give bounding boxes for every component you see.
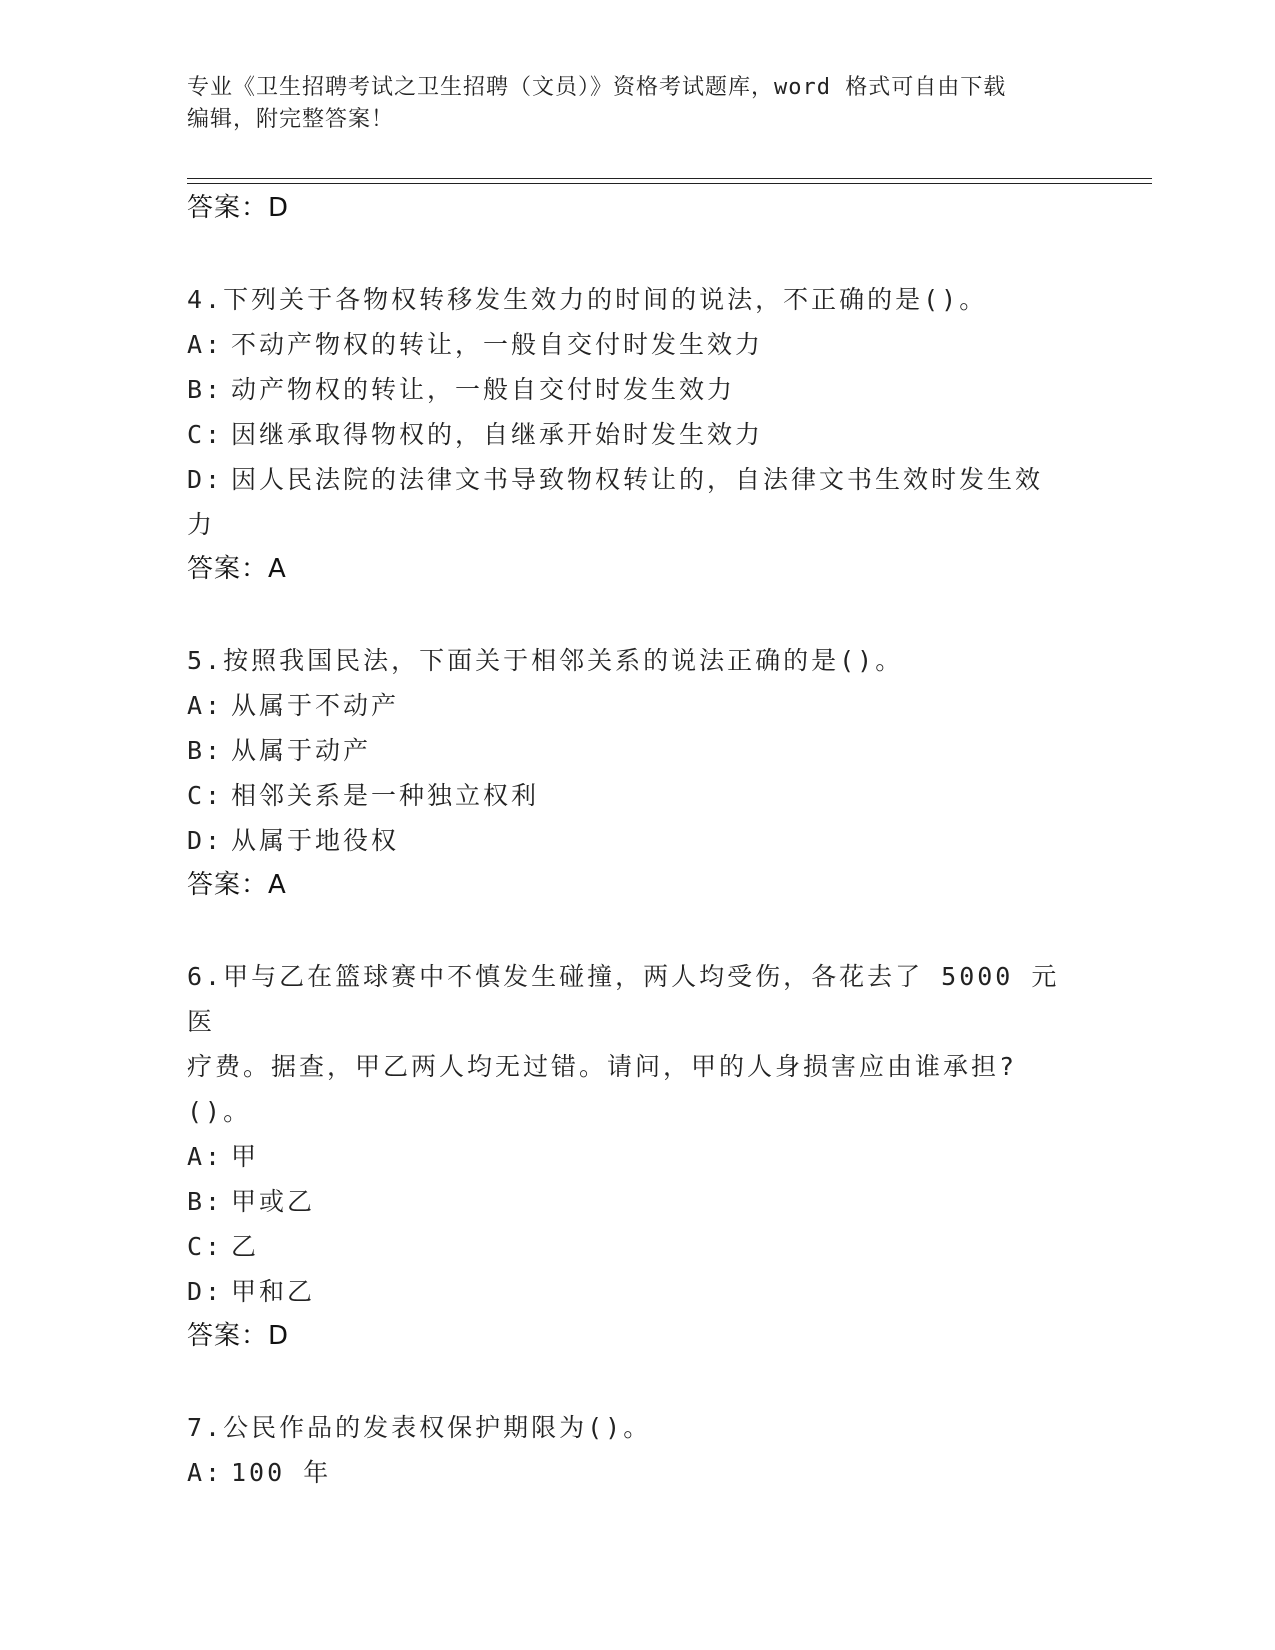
answer: 答案：A bbox=[187, 870, 287, 900]
option-key: A: bbox=[187, 1142, 224, 1171]
answer: 答案：A bbox=[187, 554, 287, 584]
document-header bbox=[187, 72, 1087, 136]
option-text: 从属于不动产 bbox=[231, 691, 400, 720]
question-stem: 4.下列关于各物权转移发生效力的时间的说法，不正确的是()。 bbox=[187, 285, 988, 314]
option-key: A: bbox=[187, 691, 224, 720]
option-text: 从属于地役权 bbox=[231, 826, 400, 855]
header-divider-top bbox=[187, 178, 1152, 179]
question-stem-line-1: 6.甲与乙在篮球赛中不慎发生碰撞，两人均受伤，各花去了 5000 元医 bbox=[187, 962, 1060, 1036]
option-text: 相邻关系是一种独立权利 bbox=[231, 781, 540, 810]
question-list bbox=[187, 186, 1087, 1495]
question-6 bbox=[187, 954, 1087, 1359]
option-key: A: bbox=[187, 1458, 224, 1487]
question-4 bbox=[187, 277, 1087, 592]
question-stem-line-2: 疗费。据查，甲乙两人均无过错。请问，甲的人身损害应由谁承担? bbox=[187, 1052, 1018, 1081]
option-a bbox=[187, 1450, 1087, 1495]
option-b bbox=[187, 367, 1087, 412]
spacer bbox=[187, 231, 1087, 277]
option-b bbox=[187, 1179, 1087, 1224]
option-text: 因人民法院的法律文书导致物权转让的，自法律文书生效时发生效 bbox=[231, 465, 1044, 494]
option-d bbox=[187, 818, 1087, 863]
option-text: 甲或乙 bbox=[231, 1187, 316, 1216]
option-key: A: bbox=[187, 330, 224, 359]
previous-answer: 答案：D bbox=[187, 193, 290, 223]
spacer bbox=[187, 908, 1087, 954]
option-key: B: bbox=[187, 736, 224, 765]
option-key: D: bbox=[187, 1277, 224, 1306]
option-key: C: bbox=[187, 420, 224, 449]
header-intro-line-1: 专业《卫生招聘考试之卫生招聘（文员）》资格考试题库，word 格式可自由下载 bbox=[187, 75, 1007, 100]
option-key: D: bbox=[187, 826, 224, 855]
option-key: B: bbox=[187, 375, 224, 404]
option-c bbox=[187, 412, 1087, 457]
spacer bbox=[187, 592, 1087, 638]
option-b bbox=[187, 728, 1087, 773]
option-text: 不动产物权的转让，一般自交付时发生效力 bbox=[231, 330, 764, 359]
option-c bbox=[187, 773, 1087, 818]
option-text: 因继承取得物权的，自继承开始时发生效力 bbox=[231, 420, 764, 449]
option-key: D: bbox=[187, 465, 224, 494]
option-text: 动产物权的转让，一般自交付时发生效力 bbox=[231, 375, 736, 404]
header-divider-bottom bbox=[187, 183, 1152, 184]
question-stem-line-3: ()。 bbox=[187, 1097, 252, 1126]
option-text: 甲和乙 bbox=[231, 1277, 316, 1306]
spacer bbox=[187, 1359, 1087, 1405]
answer: 答案：D bbox=[187, 1321, 290, 1351]
option-d bbox=[187, 1269, 1087, 1314]
option-a bbox=[187, 683, 1087, 728]
question-5 bbox=[187, 638, 1087, 908]
option-text: 甲 bbox=[231, 1142, 260, 1171]
option-c bbox=[187, 1224, 1087, 1269]
option-d-continuation: 力 bbox=[187, 510, 216, 539]
option-d bbox=[187, 457, 1087, 502]
option-a bbox=[187, 322, 1087, 367]
option-text: 乙 bbox=[231, 1232, 260, 1261]
question-stem: 5.按照我国民法，下面关于相邻关系的说法正确的是()。 bbox=[187, 646, 904, 675]
option-key: C: bbox=[187, 781, 224, 810]
option-key: B: bbox=[187, 1187, 224, 1216]
header-intro-line-2: 编辑，附完整答案！ bbox=[187, 107, 395, 132]
question-7 bbox=[187, 1405, 1087, 1495]
question-stem: 7.公民作品的发表权保护期限为()。 bbox=[187, 1413, 652, 1442]
option-text: 从属于动产 bbox=[231, 736, 372, 765]
option-key: C: bbox=[187, 1232, 224, 1261]
option-text: 100 年 bbox=[231, 1458, 332, 1487]
option-a bbox=[187, 1134, 1087, 1179]
